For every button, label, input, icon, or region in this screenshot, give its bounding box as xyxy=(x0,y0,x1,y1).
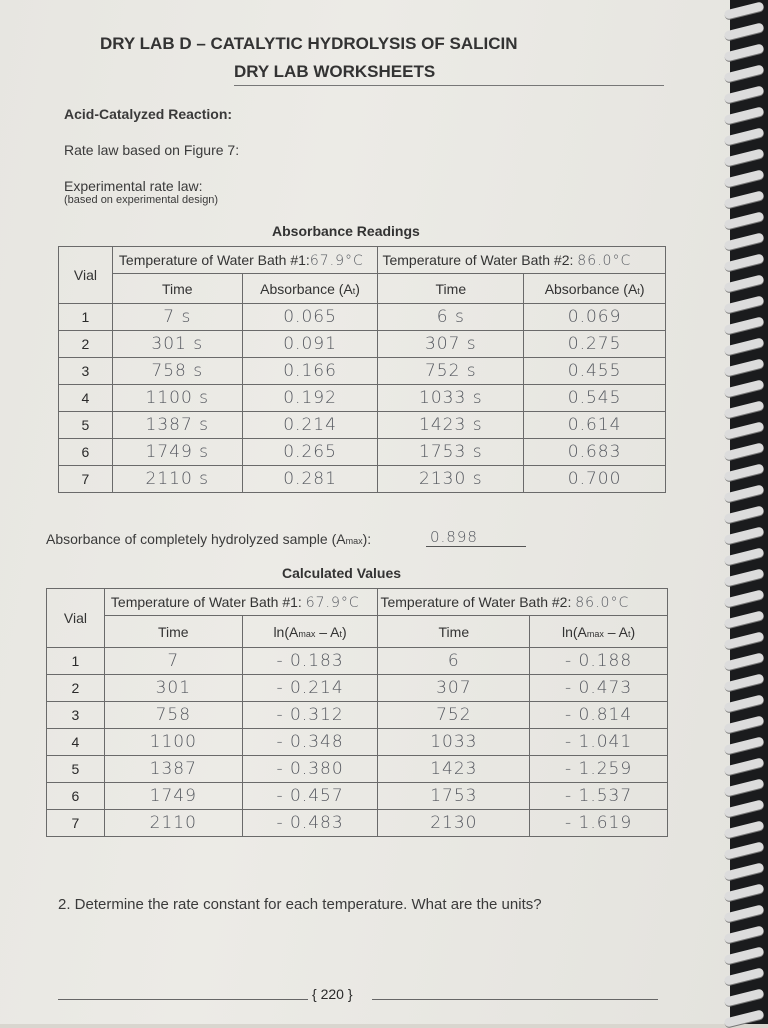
page-number-value: 220 xyxy=(320,986,344,1002)
bath2-absorbance: 0.614 xyxy=(524,412,666,439)
footer-rule-right xyxy=(372,999,658,1000)
spiral-coil xyxy=(724,736,765,754)
bath1-time: 7 s xyxy=(112,304,242,331)
bath2-time: 1033 xyxy=(378,729,530,756)
spiral-coil xyxy=(724,421,765,439)
footer-rule-left xyxy=(58,999,308,1000)
spiral-coil xyxy=(724,904,765,922)
bath2-ln-value: - 0.473 xyxy=(530,675,668,702)
absorbance-row xyxy=(59,358,666,385)
bath2-label: Temperature of Water Bath #2: xyxy=(380,593,572,610)
spiral-coil xyxy=(724,652,765,670)
question-2: 2. Determine the rate constant for each temperature. What are the units? xyxy=(58,896,542,913)
absorbance-row xyxy=(59,331,666,358)
ln-header-sub1: max xyxy=(298,628,316,639)
bath1-time: 1387 s xyxy=(112,412,242,439)
spiral-coil xyxy=(724,337,765,355)
bath1-label: Temperature of Water Bath #1: xyxy=(110,593,302,610)
bath2-absorbance: 0.455 xyxy=(524,358,666,385)
bath1-ln-value: - 0.380 xyxy=(242,756,378,783)
bath1-time: 2110 s xyxy=(112,466,242,493)
spiral-coil xyxy=(724,610,765,628)
bath1-time: 2110 xyxy=(104,810,242,837)
spiral-coil xyxy=(724,883,765,901)
bath1-header xyxy=(104,589,378,616)
absorbance-row xyxy=(59,304,666,331)
spiral-coil xyxy=(724,253,765,271)
bath1-ln-value: - 0.457 xyxy=(242,783,378,810)
vial-number: 4 xyxy=(59,385,113,412)
vial-number: 2 xyxy=(47,675,105,702)
vial-number: 5 xyxy=(47,756,105,783)
bath1-time: 1100 s xyxy=(112,385,242,412)
bath2-label: Temperature of Water Bath #2: xyxy=(382,251,574,268)
bath1-ln-value: - 0.312 xyxy=(242,702,378,729)
bath2-time: 752 xyxy=(378,702,530,729)
spiral-coil xyxy=(724,379,765,397)
amax-value: 0.898 xyxy=(426,528,526,547)
spiral-coil xyxy=(724,169,765,187)
absorbance-readings-title: Absorbance Readings xyxy=(272,223,420,239)
calculated-row xyxy=(47,675,668,702)
bath2-ln-value: - 0.188 xyxy=(530,648,668,675)
bath1-absorbance: 0.192 xyxy=(242,385,378,412)
absorbance-table xyxy=(58,246,666,493)
spiral-coil xyxy=(724,232,765,250)
calculated-row xyxy=(47,810,668,837)
spiral-coil xyxy=(724,799,765,817)
bath1-temperature: 67.9°C xyxy=(305,594,360,611)
bath2-ln-value: - 1.041 xyxy=(530,729,668,756)
spiral-coil xyxy=(724,316,765,334)
spiral-coil xyxy=(724,127,765,145)
experimental-rate-law-note: (based on experimental design) xyxy=(64,194,219,206)
bath1-absorbance: 0.091 xyxy=(242,331,378,358)
worksheet-title: DRY LAB D – CATALYTIC HYDROLYSIS OF SALICIN xyxy=(100,34,518,53)
ln-header-c: ) xyxy=(342,623,347,640)
amax-label-end: ): xyxy=(362,531,372,547)
spiral-coil xyxy=(724,400,765,418)
acid-catalyzed-heading: Acid-Catalyzed Reaction: xyxy=(64,106,233,122)
spiral-coil xyxy=(724,43,765,61)
vial-number: 1 xyxy=(59,304,113,331)
spiral-coil xyxy=(724,22,765,40)
bath2-absorbance: 0.683 xyxy=(524,439,666,466)
bath2-ln-value: - 1.537 xyxy=(530,783,668,810)
vial-number: 5 xyxy=(59,412,113,439)
spiral-coil xyxy=(724,1,765,19)
absorbance-header xyxy=(242,274,378,304)
bath2-temperature: 86.0°C xyxy=(575,594,630,611)
bath1-time: 1749 s xyxy=(112,439,242,466)
absorbance-header-end: ) xyxy=(639,280,645,297)
bath1-absorbance: 0.065 xyxy=(242,304,378,331)
calculated-row xyxy=(47,783,668,810)
ln-header xyxy=(530,616,668,648)
bath2-time: 1033 s xyxy=(378,385,524,412)
absorbance-header xyxy=(524,274,666,304)
ln-header xyxy=(242,616,378,648)
vial-number: 2 xyxy=(59,331,113,358)
ln-header-a: ln(A xyxy=(273,623,299,640)
spiral-binding xyxy=(730,0,768,1024)
spiral-coil xyxy=(724,295,765,313)
spiral-coil xyxy=(724,484,765,502)
bath2-time: 1753 s xyxy=(378,439,524,466)
spiral-coil xyxy=(724,715,765,733)
absorbance-header-sub: t xyxy=(352,285,356,296)
spiral-coil xyxy=(724,820,765,838)
bath2-header xyxy=(378,589,668,616)
bath2-ln-value: - 0.814 xyxy=(530,702,668,729)
spiral-coil xyxy=(724,526,765,544)
vial-number: 7 xyxy=(47,810,105,837)
ln-header-b: – A xyxy=(603,623,629,640)
ln-header-c: ) xyxy=(630,623,636,640)
spiral-coil xyxy=(724,568,765,586)
vial-number: 7 xyxy=(59,466,113,493)
spiral-coil xyxy=(724,148,765,166)
spiral-coil xyxy=(724,547,765,565)
ln-header-sub2: t xyxy=(339,628,343,639)
bath2-time: 1423 s xyxy=(378,412,524,439)
bath1-ln-value: - 0.214 xyxy=(242,675,378,702)
bath1-time: 1387 xyxy=(104,756,242,783)
bath2-ln-value: - 1.619 xyxy=(530,810,668,837)
time-header: Time xyxy=(378,616,530,648)
vial-number: 6 xyxy=(47,783,105,810)
ln-header-sub2: t xyxy=(628,628,631,639)
bath1-time: 301 s xyxy=(112,331,242,358)
time-header: Time xyxy=(378,274,524,304)
spiral-coil xyxy=(724,274,765,292)
bath2-time: 1423 xyxy=(378,756,530,783)
absorbance-row xyxy=(59,385,666,412)
bath1-time: 1749 xyxy=(104,783,242,810)
bath2-time: 307 xyxy=(378,675,530,702)
spiral-coil xyxy=(724,694,765,712)
spiral-coil xyxy=(724,190,765,208)
spiral-coil xyxy=(724,841,765,859)
calculated-row xyxy=(47,702,668,729)
spiral-coil xyxy=(724,463,765,481)
bath2-time: 1753 xyxy=(378,783,530,810)
amax-label-text: Absorbance of completely hydrolyzed sample (A xyxy=(46,531,346,547)
bath1-absorbance: 0.166 xyxy=(242,358,378,385)
calculated-row xyxy=(47,729,668,756)
spiral-coil xyxy=(724,1009,765,1027)
spiral-coil xyxy=(724,673,765,691)
absorbance-header-text: Absorbance (A xyxy=(544,280,638,297)
time-header: Time xyxy=(112,274,242,304)
spiral-coil xyxy=(724,211,765,229)
bath1-header xyxy=(112,247,378,274)
spiral-coil xyxy=(724,925,765,943)
bath2-time: 2130 s xyxy=(378,466,524,493)
spiral-coil xyxy=(724,442,765,460)
title-underline xyxy=(234,85,664,86)
spiral-coil xyxy=(724,757,765,775)
rate-law-label: Rate law based on Figure 7: xyxy=(64,142,240,158)
bath2-ln-value: - 1.259 xyxy=(530,756,668,783)
experimental-rate-law-label: Experimental rate law: xyxy=(64,178,203,194)
calculated-table xyxy=(46,588,668,837)
amax-label-sub: max xyxy=(345,536,363,546)
absorbance-header-sub: t xyxy=(637,285,640,296)
spiral-coil xyxy=(724,589,765,607)
vial-number: 1 xyxy=(47,648,105,675)
spiral-coil xyxy=(724,862,765,880)
vial-number: 6 xyxy=(59,439,113,466)
bath1-ln-value: - 0.183 xyxy=(242,648,378,675)
spiral-coil xyxy=(724,778,765,796)
bath2-time: 6 s xyxy=(378,304,524,331)
bath1-time: 758 xyxy=(104,702,242,729)
absorbance-row xyxy=(59,412,666,439)
bath2-time: 2130 xyxy=(378,810,530,837)
bath1-time: 758 s xyxy=(112,358,242,385)
bath1-absorbance: 0.214 xyxy=(242,412,378,439)
bath1-temperature: 67.9°C xyxy=(309,252,364,269)
ln-header-sub1: max xyxy=(586,628,604,639)
bath1-time: 7 xyxy=(104,648,242,675)
ln-header-b: – A xyxy=(315,623,340,640)
spiral-coil xyxy=(724,106,765,124)
bath2-header xyxy=(378,247,666,274)
absorbance-row xyxy=(59,439,666,466)
spiral-coil xyxy=(724,85,765,103)
calculated-values-title: Calculated Values xyxy=(282,565,402,581)
amax-label xyxy=(46,531,371,547)
calculated-row xyxy=(47,648,668,675)
vial-number: 4 xyxy=(47,729,105,756)
absorbance-row xyxy=(59,466,666,493)
spiral-coil xyxy=(724,358,765,376)
time-header: Time xyxy=(104,616,242,648)
bath2-temperature: 86.0°C xyxy=(577,252,632,269)
bath1-time: 1100 xyxy=(104,729,242,756)
bath1-absorbance: 0.281 xyxy=(242,466,378,493)
bath1-absorbance: 0.265 xyxy=(242,439,378,466)
spiral-coil xyxy=(724,505,765,523)
bath2-absorbance: 0.700 xyxy=(524,466,666,493)
spiral-coil xyxy=(724,988,765,1006)
bath2-absorbance: 0.275 xyxy=(524,331,666,358)
bath2-absorbance: 0.069 xyxy=(524,304,666,331)
bath1-ln-value: - 0.483 xyxy=(242,810,378,837)
spiral-coil xyxy=(724,631,765,649)
bath2-time: 307 s xyxy=(378,331,524,358)
absorbance-header-end: ) xyxy=(355,280,360,297)
vial-header: Vial xyxy=(59,247,113,304)
ln-header-a: ln(A xyxy=(561,623,587,640)
vial-number: 3 xyxy=(59,358,113,385)
spiral-coil xyxy=(724,946,765,964)
absorbance-header-text: Absorbance (A xyxy=(260,280,353,297)
spiral-coil xyxy=(724,967,765,985)
worksheet-subtitle: DRY LAB WORKSHEETS xyxy=(234,62,436,81)
bath1-time: 301 xyxy=(104,675,242,702)
bath2-time: 752 s xyxy=(378,358,524,385)
bath1-ln-value: - 0.348 xyxy=(242,729,378,756)
bath2-time: 6 xyxy=(378,648,530,675)
vial-header: Vial xyxy=(47,589,105,648)
bath1-label: Temperature of Water Bath #1: xyxy=(118,251,310,268)
vial-number: 3 xyxy=(47,702,105,729)
page-number: { 220 } xyxy=(312,986,353,1002)
calculated-row xyxy=(47,756,668,783)
bath2-absorbance: 0.545 xyxy=(524,385,666,412)
spiral-coil xyxy=(724,64,765,82)
